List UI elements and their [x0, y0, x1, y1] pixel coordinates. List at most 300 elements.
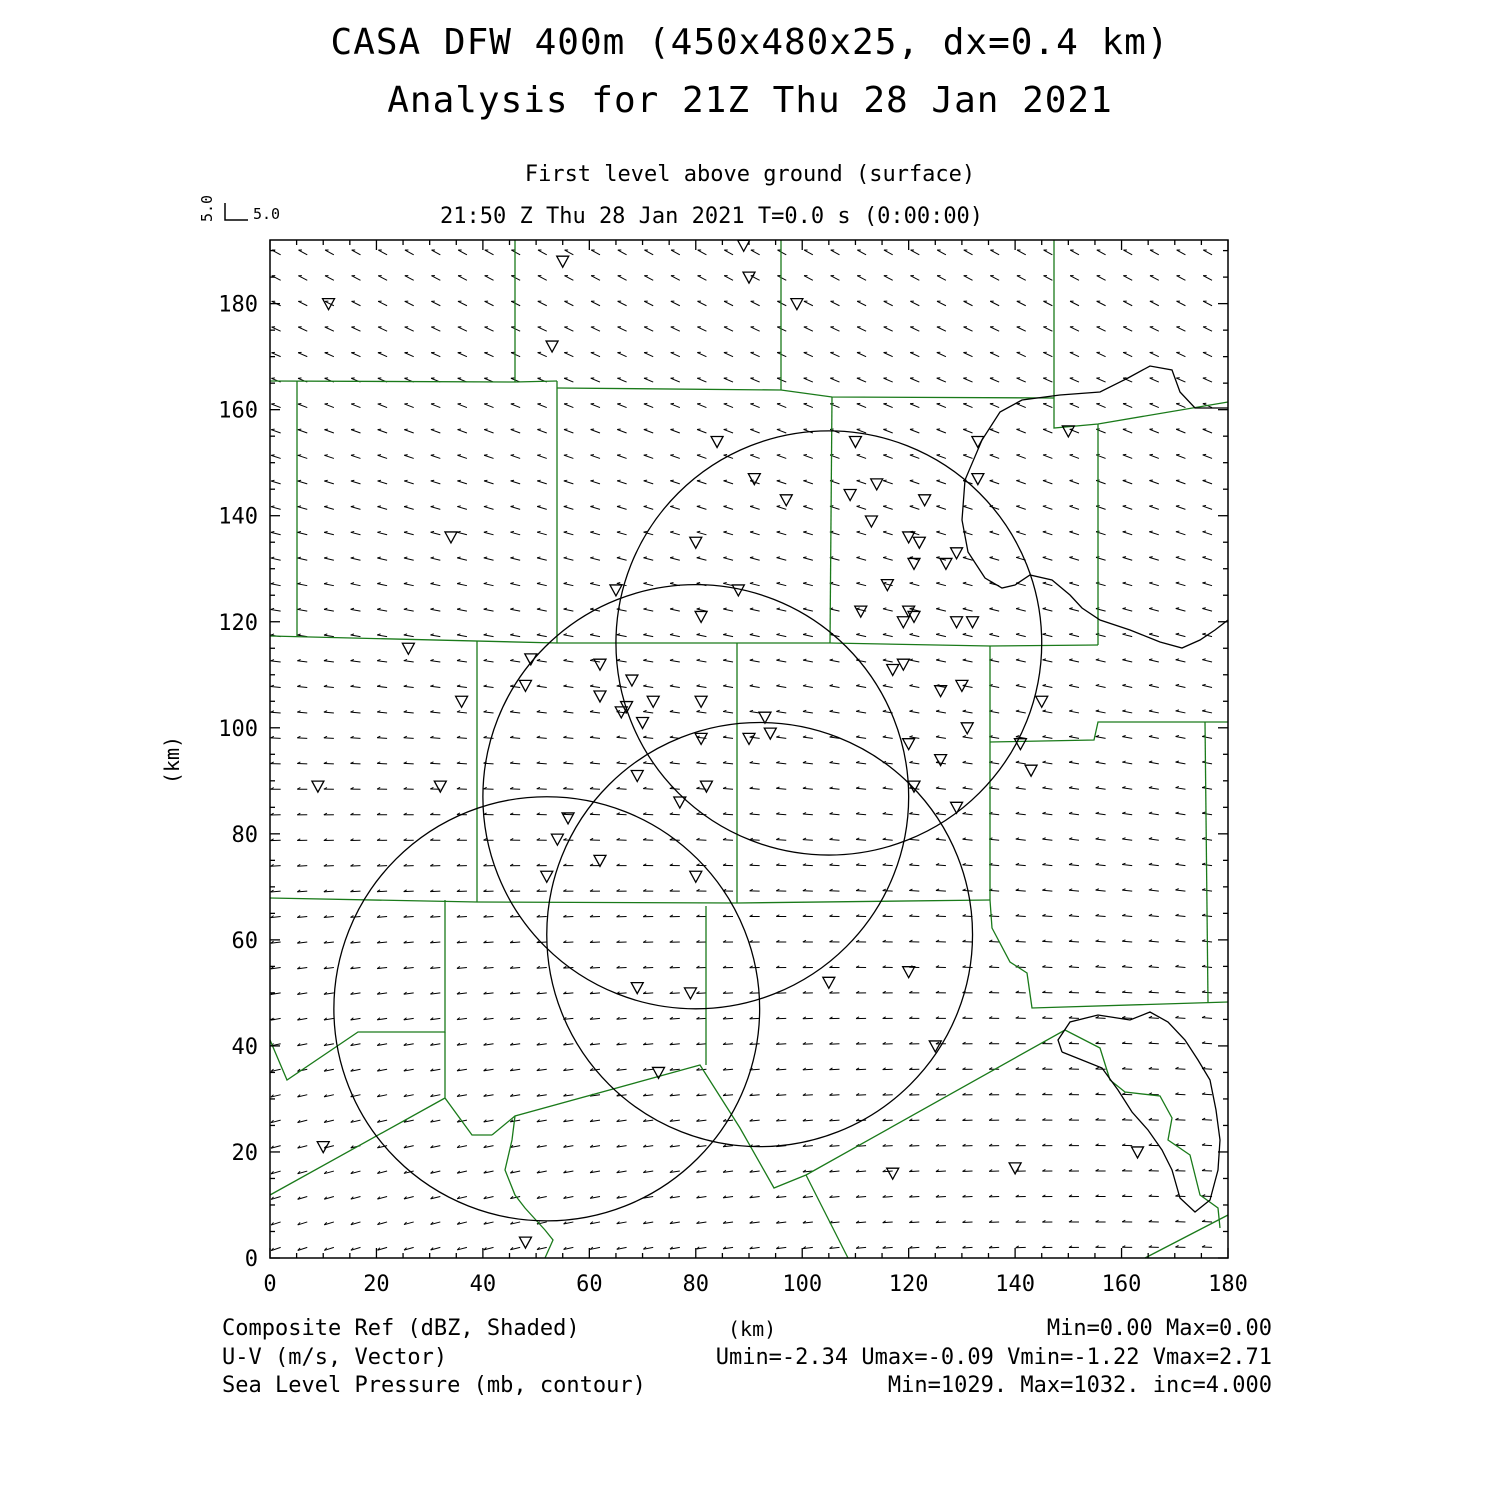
wind-vector-head	[697, 480, 700, 481]
wind-vector	[856, 686, 866, 688]
wind-vector-head	[723, 710, 726, 711]
wind-vector-head	[857, 506, 860, 507]
wind-vector-head	[670, 685, 673, 686]
wind-vector-head	[937, 454, 940, 455]
wind-vector-head	[297, 583, 300, 584]
wind-vector	[1016, 762, 1026, 763]
wind-vector	[990, 250, 999, 255]
wind-vector	[723, 635, 733, 637]
wind-vector	[936, 609, 946, 611]
wind-vector	[963, 737, 973, 739]
wind-vector	[910, 481, 919, 484]
wind-vector	[750, 609, 760, 611]
wind-vector	[457, 661, 467, 662]
wind-vector	[724, 250, 733, 255]
wind-vector	[643, 583, 653, 585]
wind-vector	[1016, 711, 1026, 713]
wind-vector	[1176, 839, 1186, 840]
wind-vector	[457, 609, 467, 611]
wind-vector-head	[909, 685, 912, 686]
wind-vector	[618, 276, 627, 281]
wind-vector	[1043, 634, 1053, 636]
wind-vector	[936, 660, 946, 662]
station-marker	[849, 436, 861, 447]
wind-vector	[538, 353, 547, 357]
wind-vector	[1096, 788, 1106, 789]
wind-vector	[324, 635, 334, 637]
wind-vector	[1043, 506, 1052, 509]
wind-vector	[1123, 429, 1132, 433]
wind-vector-head	[803, 736, 806, 737]
wind-vector	[883, 429, 892, 433]
wind-vector	[617, 378, 626, 382]
wind-vector	[963, 378, 972, 382]
station-marker	[541, 871, 553, 882]
wind-vector	[1069, 813, 1079, 814]
wind-vector	[1122, 762, 1132, 764]
wind-vector	[1177, 276, 1186, 281]
wind-vector	[724, 378, 733, 382]
wind-vector	[1044, 276, 1053, 281]
wind-vector	[1202, 660, 1212, 662]
wind-vector-head	[1016, 608, 1019, 609]
station-marker	[637, 717, 649, 728]
wind-vector-head	[457, 455, 460, 456]
wind-vector	[1043, 660, 1053, 662]
wind-vector-head	[298, 506, 301, 507]
wind-vector	[1202, 1094, 1212, 1095]
wind-vector-head	[377, 659, 380, 660]
wind-vector	[910, 276, 919, 281]
wind-vector	[1176, 506, 1185, 509]
wind-vector	[404, 712, 414, 713]
wind-vector-head	[484, 608, 487, 609]
wind-vector-head	[1176, 557, 1179, 558]
wind-vector-head	[1122, 812, 1125, 813]
wind-vector	[937, 455, 946, 458]
wind-vector	[350, 738, 360, 739]
wind-vector	[1149, 839, 1159, 840]
wind-vector-head	[510, 634, 513, 635]
wind-vector-head	[1069, 582, 1072, 583]
wind-vector-head	[377, 685, 380, 686]
wind-vector	[644, 532, 654, 535]
wind-vector	[325, 404, 334, 408]
wind-vector	[1122, 839, 1132, 840]
wind-vector	[831, 276, 840, 281]
wind-vector-head	[1122, 659, 1125, 660]
wind-vector-head	[803, 455, 806, 456]
wind-vector	[1069, 685, 1079, 687]
wind-vector	[564, 276, 573, 281]
wind-vector	[1017, 404, 1026, 408]
wind-vector	[644, 558, 654, 560]
wind-vector	[963, 352, 972, 356]
wind-vector	[724, 327, 733, 331]
station-marker	[647, 696, 659, 707]
wind-vector	[1175, 992, 1185, 993]
wind-vector	[1096, 660, 1106, 662]
wind-vector	[1070, 276, 1079, 281]
wind-vector-head	[776, 634, 779, 635]
wind-vector	[1097, 327, 1106, 331]
wind-vector-head	[617, 429, 620, 430]
wind-vector	[964, 301, 973, 305]
wind-vector	[404, 532, 414, 535]
wind-vector-head	[404, 583, 407, 584]
wind-vector	[1202, 608, 1212, 611]
wind-vector	[458, 353, 467, 357]
wind-vector	[1176, 583, 1186, 586]
wind-vector-head	[750, 506, 753, 507]
wind-vector-head	[936, 633, 939, 634]
wind-vector	[1202, 813, 1212, 815]
wind-vector	[723, 788, 733, 789]
wind-vector-head	[457, 480, 460, 481]
x-tick-label: 180	[1208, 1272, 1248, 1297]
wind-vector	[804, 276, 813, 281]
wind-vector-head	[298, 480, 301, 481]
wind-vector-head	[803, 582, 806, 583]
wind-vector	[723, 814, 733, 815]
wind-vector	[563, 737, 573, 738]
wind-vector	[1176, 429, 1185, 433]
wind-vector	[352, 250, 361, 255]
wind-vector	[1069, 762, 1079, 764]
y-tick-label: 120	[218, 610, 258, 636]
wind-vector	[1176, 352, 1185, 356]
wind-vector	[936, 711, 946, 713]
wind-vector	[431, 584, 441, 586]
wind-vector-head	[1043, 531, 1046, 532]
station-marker	[871, 479, 883, 490]
wind-vector	[1016, 481, 1025, 484]
wind-vector	[724, 276, 733, 281]
wind-vector	[803, 711, 813, 713]
wind-vector	[298, 455, 308, 458]
wind-vector	[698, 250, 707, 255]
wind-vector-head	[1202, 812, 1205, 813]
wind-vector-head	[1122, 761, 1125, 762]
wind-vector	[458, 301, 467, 305]
wind-vector	[1203, 301, 1212, 306]
wind-vector	[1123, 352, 1132, 356]
wind-vector	[724, 301, 733, 305]
wind-vector	[804, 353, 813, 357]
wind-vector	[590, 583, 600, 585]
wind-vector	[1016, 788, 1026, 789]
x-tick-label: 40	[469, 1272, 497, 1297]
wind-vector	[804, 404, 813, 408]
wind-vector	[751, 301, 760, 305]
wind-vector-head	[510, 531, 513, 532]
wind-vector	[1203, 378, 1212, 382]
wind-vector	[750, 558, 760, 561]
wind-vector	[1016, 941, 1026, 942]
wind-vector	[990, 352, 999, 356]
wind-vector-head	[378, 429, 381, 430]
wind-vector	[430, 635, 440, 637]
wind-vector-head	[1123, 582, 1126, 583]
wind-vector	[591, 250, 600, 255]
wind-vector-head	[564, 531, 567, 532]
wind-vector-head	[324, 557, 327, 558]
wind-vector	[1202, 1043, 1212, 1044]
wind-vector	[803, 763, 813, 764]
wind-vector	[271, 609, 281, 611]
wind-vector	[777, 506, 787, 509]
wind-vector	[1069, 532, 1079, 535]
y-tick-label: 40	[231, 1034, 258, 1060]
wind-vector	[803, 506, 813, 509]
wind-vector	[1176, 455, 1185, 459]
wind-vector	[723, 558, 733, 561]
wind-vector	[1016, 814, 1026, 815]
wind-vector	[750, 506, 760, 509]
wind-vector	[1043, 737, 1053, 739]
wind-vector-head	[1016, 812, 1019, 813]
wind-vector	[1069, 839, 1079, 840]
wind-vector-head	[856, 582, 859, 583]
wind-vector-head	[271, 557, 274, 558]
y-tick-labels	[218, 293, 258, 1272]
wind-vector-head	[776, 659, 779, 660]
wind-vector	[829, 865, 839, 866]
wind-vector	[537, 404, 546, 408]
wind-vector	[750, 788, 760, 789]
wind-vector-head	[271, 583, 274, 584]
wind-vector	[457, 558, 467, 560]
wind-vector	[776, 814, 786, 815]
chart-title-line1: CASA DFW 400m (450x480x25, dx=0.4 km)	[330, 22, 1170, 63]
wind-vector	[1096, 839, 1106, 840]
wind-vector	[697, 532, 707, 535]
wind-vector	[1176, 788, 1186, 790]
wind-vector	[937, 327, 946, 331]
wind-vector	[484, 661, 494, 662]
wind-vector-head	[1176, 506, 1179, 507]
wind-vector	[511, 276, 520, 281]
wind-vector	[644, 378, 653, 382]
wind-vector-head	[564, 557, 567, 558]
wind-vector	[1096, 404, 1105, 408]
wind-vector-head	[803, 659, 806, 660]
wind-vector-head	[910, 557, 913, 558]
station-marker	[594, 691, 606, 702]
wind-vector-head	[1122, 735, 1125, 736]
shoreline-contours	[962, 366, 1228, 1212]
wind-vector	[883, 558, 893, 561]
wind-vector	[298, 404, 307, 408]
wind-vector-head	[457, 685, 460, 686]
wind-vector	[1203, 276, 1212, 281]
wind-vector-head	[803, 608, 806, 609]
wind-vector	[404, 481, 414, 484]
wind-vector-head	[909, 736, 912, 737]
wind-vector	[271, 661, 281, 662]
wind-vector	[830, 609, 840, 611]
wind-vector	[1149, 737, 1159, 739]
station-marker	[690, 537, 702, 548]
wind-vector	[1203, 532, 1213, 535]
wind-vector	[697, 635, 707, 637]
wind-vector-head	[723, 736, 726, 737]
wind-vector	[377, 635, 387, 637]
wind-vector	[1016, 660, 1026, 662]
wind-vector-head	[697, 685, 700, 686]
wind-vector-head	[936, 659, 939, 660]
wind-vector-head	[564, 455, 567, 456]
wind-vector	[484, 481, 494, 484]
wind-vector-head	[670, 480, 673, 481]
wind-vector	[457, 584, 467, 586]
wind-vector	[484, 584, 494, 586]
wind-vector-head	[1176, 582, 1179, 583]
wind-vector	[618, 301, 627, 305]
wind-vector	[1149, 557, 1159, 560]
wind-vector	[963, 865, 973, 866]
wind-vector	[644, 301, 653, 305]
wind-vector-head	[1043, 608, 1046, 609]
wind-vector	[989, 788, 999, 789]
wind-vector	[431, 327, 440, 331]
wind-vector	[617, 737, 627, 738]
wind-vector	[1043, 609, 1053, 611]
station-marker	[913, 537, 925, 548]
footer-field3-name: Sea Level Pressure (mb, contour)	[222, 1373, 646, 1398]
wind-vector	[777, 250, 786, 255]
wind-vector	[830, 353, 839, 357]
wind-vector	[1016, 609, 1026, 611]
wind-vector	[1016, 839, 1026, 840]
station-marker	[1009, 1163, 1021, 1174]
wind-vector	[377, 686, 387, 687]
wind-vector	[804, 301, 813, 305]
wind-vector	[671, 250, 680, 255]
wind-vector	[1017, 352, 1026, 356]
wind-vector	[936, 788, 946, 789]
wind-vector	[377, 712, 387, 713]
wind-vector-head	[430, 659, 433, 660]
wind-vector	[1069, 583, 1079, 586]
wind-vector-head	[1149, 659, 1152, 660]
wind-vector	[1096, 865, 1106, 866]
wind-vector-head	[404, 685, 407, 686]
wind-vector-head	[1043, 633, 1046, 634]
wind-vector	[990, 557, 1000, 560]
valid-time-label: 21:50 Z Thu 28 Jan 2021 T=0.0 s (0:00:00)	[440, 204, 984, 229]
station-marker	[684, 988, 696, 999]
wind-vector	[1097, 250, 1106, 255]
wind-vector	[405, 276, 414, 281]
wind-vector-head	[909, 710, 912, 711]
wind-vector-head	[351, 659, 354, 660]
wind-vector-head	[643, 608, 646, 609]
station-marker	[519, 1237, 531, 1248]
wind-vector	[989, 839, 999, 840]
wind-vector	[538, 276, 547, 281]
wind-vector	[1043, 301, 1052, 305]
wind-vector	[830, 814, 840, 815]
reference-vector-v-label: 5.0	[198, 194, 216, 222]
wind-vector	[617, 660, 627, 662]
wind-vector	[671, 276, 680, 281]
wind-vector	[936, 814, 946, 815]
wind-vector-head	[856, 633, 859, 634]
wind-vector-head	[1176, 838, 1179, 839]
wind-vector	[457, 481, 467, 484]
wind-vector	[883, 814, 893, 815]
wind-vector	[618, 250, 627, 255]
station-marker	[897, 617, 909, 628]
wind-vector	[324, 558, 334, 560]
wind-vector	[963, 916, 973, 917]
wind-vector-head	[1176, 710, 1179, 711]
wind-vector-head	[883, 736, 886, 737]
y-tick-label: 20	[231, 1140, 258, 1166]
wind-vector-head	[377, 608, 380, 609]
wind-vector	[936, 865, 946, 866]
wind-vector-head	[723, 634, 726, 635]
wind-vector	[830, 660, 840, 662]
wind-vector-head	[271, 634, 274, 635]
wind-vector	[591, 353, 600, 357]
wind-vector	[964, 250, 973, 255]
station-marker	[748, 474, 760, 485]
wind-vector	[644, 481, 654, 484]
wind-vector-head	[1042, 787, 1045, 788]
wind-vector	[857, 506, 867, 509]
wind-vector	[1042, 839, 1052, 840]
station-marker	[456, 696, 468, 707]
wind-vector	[776, 788, 786, 789]
wind-vector	[643, 660, 653, 662]
wind-vector	[936, 839, 946, 840]
wind-vector-head	[670, 634, 673, 635]
wind-vector	[1122, 941, 1132, 942]
wind-vector	[617, 558, 627, 560]
wind-vector	[618, 327, 627, 331]
wind-vector-head	[457, 583, 460, 584]
wind-vector	[1149, 967, 1159, 968]
wind-vector	[324, 430, 333, 433]
wind-vector	[830, 686, 840, 688]
wind-vector	[1176, 557, 1186, 560]
wind-vector	[484, 635, 494, 637]
wind-vector-head	[1016, 480, 1019, 481]
wind-vector-head	[351, 634, 354, 635]
wind-vector	[564, 609, 574, 611]
wind-vector-head	[750, 582, 753, 583]
wind-vector-head	[484, 531, 487, 532]
station-marker	[908, 781, 920, 792]
wind-vector	[617, 481, 627, 484]
wind-vector-head	[1016, 531, 1019, 532]
wind-vector-head	[776, 761, 779, 762]
wind-vector	[404, 558, 414, 560]
wind-vector-head	[1043, 659, 1046, 660]
wind-vector-head	[936, 608, 939, 609]
wind-vector	[430, 763, 440, 764]
wind-vector	[484, 404, 493, 408]
wind-vector	[776, 737, 786, 738]
wind-vector	[724, 429, 733, 433]
wind-vector	[803, 481, 812, 484]
wind-vector	[377, 532, 387, 534]
station-marker	[695, 611, 707, 622]
wind-vector	[1043, 404, 1052, 408]
wind-vector-head	[777, 506, 780, 507]
